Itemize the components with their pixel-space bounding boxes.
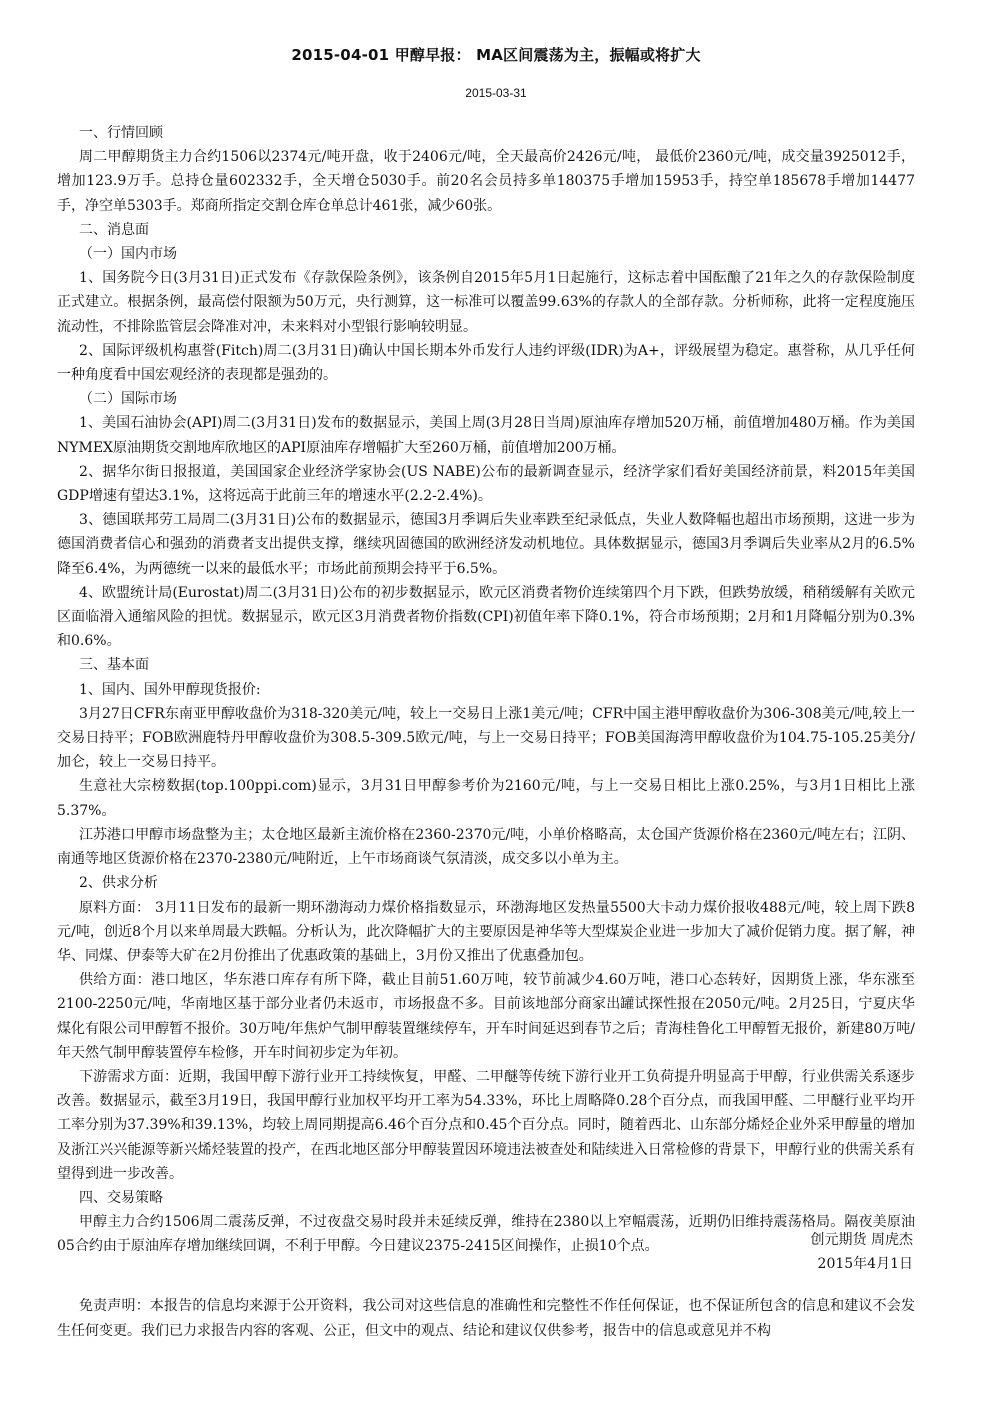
paragraph-intl-news-3: 3、德国联邦劳工局周二(3月31日)公布的数据显示，德国3月季调后失业率跌至纪录低点，失业人数降幅也超出市场预期，这进一步为德国消费者信心和强劲的消费者支出提供支撑，继续巩固德国的欧洲经济发动机地位。具体数据显示，德国3月季调后失业率从2月的6.5%降至6.4%，为两德统一以来的最低水平；市场此前预期会持平于6.5%。 [57, 512, 915, 577]
paragraph-domestic-news-1: 1、国务院今日(3月31日)正式发布《存款保险条例》，该条例自2015年5月1日起施行，这标志着中国酝酿了21年之久的存款保险制度正式建立。根据条例，最高偿付限额为50万元，央行测算，这一标准可以覆盖99.63%的存款人的全部存款。分析师称，此将一定程度施压流动性，不排除监管层会降准对冲，未来料对小型银行影响较明显。 [57, 270, 915, 335]
paragraph-supply: 供给方面：港口地区，华东港口库存有所下降，截止目前51.60万吨，较节前减少4.60万吨，港口心态转好，因期货上涨，华东涨至2100-2250元/吨，华南地区基于部分业者仍未返市，市场报盘不多。目前该地部分商家出罐试探性报在2050元/吨。2月25日，宁夏庆华煤化有限公司甲醇暂不报价。30万吨/年焦炉气制甲醇装置继续停车，开车时间延迟到春节之后；青海桂鲁化工甲醇暂无报价，新建80万吨/年天然气制甲醇装置停车检修，开车时间初步定为年初。 [57, 972, 915, 1061]
section-heading-news: 二、消息面 [79, 221, 149, 238]
section-heading-strategy: 四、交易策略 [79, 1189, 163, 1206]
paragraph-downstream-demand: 下游需求方面：近期，我国甲醇下游行业开工持续恢复，甲醛、二甲醚等传统下游行业开工负荷提升明显高于甲醇，行业供需关系逐步改善。数据显示，截至3月19日，我国甲醇行业加权平均开工率为54.33%，环比上周略降0.28个百分点，而我国甲醛、二甲醚行业平均开工率分别为37.39%和39.13%，均较上周同期提高6.46个百分点和0.45个百分点。同时，随着西北、山东部分烯烃企业外采甲醇量的增加及浙江兴兴能源等新兴烯烃装置的投产，在西北地区部分甲醇装置因环境违法被查处和陆续进入日常检修的背景下，甲醇行业的供需关系有望得到进一步改善。 [57, 1068, 915, 1182]
section-heading-fundamentals: 三、基本面 [79, 657, 149, 674]
paragraph-domestic-news-2: 2、国际评级机构惠誉(Fitch)周二(3月31日)确认中国长期本外币发行人违约评级(IDR)为A+，评级展望为稳定。惠誉称，从几乎任何一种角度看中国宏观经济的表现都是强劲的。 [57, 342, 915, 384]
report-date: 2015-03-31 [465, 86, 527, 100]
disclaimer-text: 免责声明：本报告的信息均来源于公开资料，我公司对这些信息的准确性和完整性不作任何保证，也不保证所包含的信息和建议不会发生任何变更。我们已力求报告内容的客观、公正，但文中的观点、结论和建议仅供参考，报告中的信息或意见并不构 [57, 1298, 915, 1339]
paragraph-spot-prices-3: 江苏港口甲醇市场盘整为主；太仓地区最新主流价格在2360-2370元/吨，小单价格略高，太仓国产货源价格在2360元/吨左右；江阴、南通等地区货源价格在2370-2380元/吨附近，上午市场商谈气氛清淡，成交多以小单为主。 [57, 826, 915, 868]
section-heading-review: 一、行情回顾 [79, 125, 163, 141]
paragraph-raw-materials: 原料方面： 3月11日发布的最新一期环渤海动力煤价格指数显示，环渤海地区发热量5500大卡动力煤价报收488元/吨，较上周下跌8元/吨，创近8个月以来单周最大跌幅。分析认为，此次降幅扩大的主要原因是神华等大型煤炭企业进一步加大了减价促销力度。据了解，神华、同煤、伊泰等大矿在2月份推出了优惠政策的基础上，3月份又推出了优惠叠加包。 [57, 899, 915, 964]
signature-author: 创元期货 周虎杰 [810, 1232, 913, 1248]
subsection-heading-spot-prices: 1、国内、国外甲醇现货报价: [79, 681, 261, 698]
paragraph-intl-news-1: 1、美国石油协会(API)周二(3月31日)发布的数据显示，美国上周(3月28日当周)原油库存增加520万桶，前值增加480万桶。作为美国NYMEX原油期货交割地库欣地区的API原油库存增幅扩大至260万桶，前值增加200万桶。 [57, 415, 915, 456]
signature-date: 2015年4月1日 [817, 1256, 913, 1272]
paragraph-intl-news-4: 4、欧盟统计局(Eurostat)周二(3月31日)公布的初步数据显示，欧元区消费者物价连续第四个月下跌，但跌势放缓，稍稍缓解有关欧元区面临滑入通缩风险的担忧。数据显示，欧元区3月消费者物价指数(CPI)初值年率下降0.1%，符合市场预期；2月和1月降幅分别为0.3%和0.6%。 [57, 584, 915, 650]
report-title: 2015-04-01 甲醇早报： MA区间震荡为主，振幅或将扩大 [291, 46, 701, 64]
paragraph-spot-prices-1: 3月27日CFR东南亚甲醇收盘价为318-320美元/吨，较上一交易日上涨1美元/吨；CFR中国主港甲醇收盘价为306-308美元/吨,较上一交易日持平；FOB欧洲鹿特丹甲醇收盘价为308.5-309.5欧元/吨，与上一交易日持平；FOB美国海湾甲醇收盘价为104.75-105.25美分/加仑，较上一交易日持平。 [57, 705, 915, 771]
subsection-heading-international: （二）国际市场 [79, 391, 177, 408]
paragraph-spot-prices-2: 生意社大宗榜数据(top.100ppi.com)显示，3月31日甲醇参考价为2160元/吨，与上一交易日相比上涨0.25%，与3月1日相比上涨5.37%。 [57, 778, 915, 819]
paragraph-trading-strategy: 甲醇主力合约1506周二震荡反弹，不过夜盘交易时段并未延续反弹，维持在2380以上窄幅震荡，近期仍旧维持震荡格局。隔夜美原油05合约由于原油库存增加继续回调，不利于甲醇。今日建议2375-2415区间操作，止损10个点。 [57, 1214, 915, 1255]
subsection-heading-supply-demand: 2、供求分析 [79, 875, 158, 892]
paragraph-market-review: 周二甲醇期货主力合约1506以2374元/吨开盘，收于2406元/吨，全天最高价2426元/吨， 最低价2360元/吨，成交量3925012手，增加123.9万手。总持仓量602332手，全天增仓5030手。前20名会员持多单180375手增加15953手，持空单185678手增加14477手，净空单5303手。郑商所指定交割仓库仓单总计461张，减少60张。 [57, 149, 915, 214]
subsection-heading-domestic: （一）国内市场 [79, 246, 177, 263]
report-body [57, 121, 915, 1259]
paragraph-intl-news-2: 2、据华尔街日报报道，美国国家企业经济学家协会(US NABE)公布的最新调查显示，经济学家们看好美国经济前景，料2015年美国GDP增速有望达3.1%，这将远高于此前三年的增速水平(2.2-2.4%)。 [57, 463, 915, 505]
